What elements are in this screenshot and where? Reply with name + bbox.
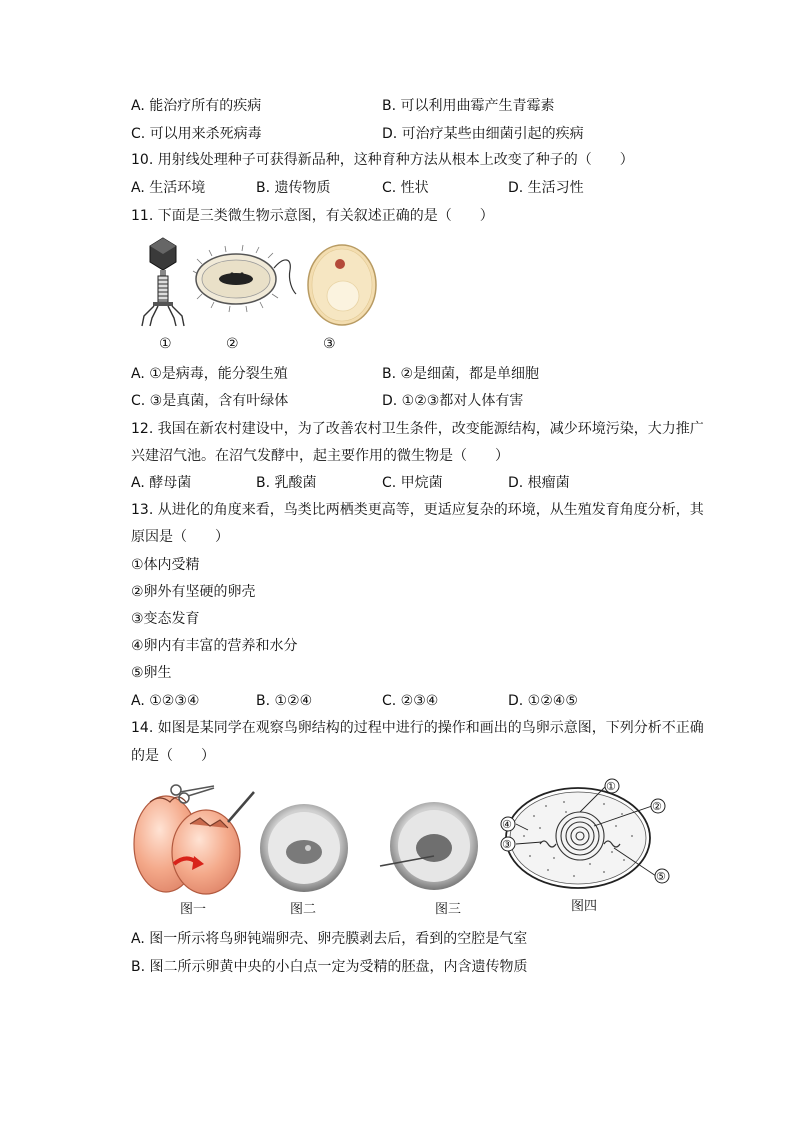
q10-option-b: B. 遗传物质 [256,180,331,196]
q13-item-3: ③变态发育 [131,611,200,627]
q14-option-a: A. 图一所示将鸟卵钝端卵壳、卵壳膜剥去后，看到的空腔是气室 [131,931,528,947]
q11-option-c: C. ③是真菌，含有叶绿体 [131,393,289,409]
bacterium-illustration [192,238,298,320]
q9-option-c: C. 可以用来杀死病毒 [131,126,262,142]
q9-option-d: D. 可治疗某些由细菌引起的疾病 [382,126,584,142]
q10-option-d: D. 生活习性 [508,180,584,196]
q13-item-1: ①体内受精 [131,557,200,573]
q10-option-c: C. 性状 [382,180,429,196]
q12-option-a: A. 酵母菌 [131,475,192,491]
q9-option-b: B. 可以利用曲霉产生青霉素 [382,98,555,114]
q12-stem-line2: 兴建沼气池。在沼气发酵中，起主要作用的微生物是（ ） [131,448,509,464]
egg-label-3: ③ [502,838,512,851]
q13-option-b: B. ①②④ [256,693,313,709]
q12-stem-line1: 12. 我国在新农村建设中，为了改善农村卫生条件，改变能源结构，减少环境污染，大力推广 [131,421,704,437]
virus-illustration [138,236,188,328]
q12-option-b: B. 乳酸菌 [256,475,317,491]
fig-caption-2: 图二 [290,902,317,917]
fig-label-bacterium: ② [226,336,239,352]
q11-stem: 11. 下面是三类微生物示意图，有关叙述正确的是（ ） [131,208,494,224]
q13-option-c: C. ②③④ [382,693,439,709]
q13-stem-line2: 原因是（ ） [131,529,229,545]
q14-stem-line2: 的是（ ） [131,748,215,764]
q14-stem-line1: 14. 如图是某同学在观察鸟卵结构的过程中进行的操作和画出的鸟卵示意图，下列分析不正确 [131,720,704,736]
q11-option-d: D. ①②③都对人体有害 [382,393,524,409]
q12-option-d: D. 根瘤菌 [508,475,570,491]
q13-stem-line1: 13. 从进化的角度来看，鸟类比两栖类更高等，更适应复杂的环境，从生殖发育角度分析，其 [131,502,704,518]
q11-option-b: B. ②是细菌，都是单细胞 [382,366,540,382]
egg-structure-diagram [494,776,674,896]
q13-option-a: A. ①②③④ [131,693,200,709]
q10-stem: 10. 用射线处理种子可获得新品种，这种育种方法从根本上改变了种子的（ ） [131,152,634,168]
yolk-probe-illustration [378,800,478,896]
egg-label-5: ⑤ [656,870,666,883]
fig-caption-4: 图四 [571,899,598,914]
yolk-top-view-illustration [258,802,350,894]
egg-label-2: ② [652,800,662,813]
q13-item-2: ②卵外有坚硬的卵壳 [131,584,256,600]
egg-label-4: ④ [502,818,512,831]
egg-label-1: ① [606,780,616,793]
q13-item-4: ④卵内有丰富的营养和水分 [131,638,298,654]
q14-option-b: B. 图二所示卵黄中央的小白点一定为受精的胚盘，内含遗传物质 [131,959,528,975]
q10-option-a: A. 生活环境 [131,180,206,196]
yeast-illustration [306,242,378,328]
q9-option-a: A. 能治疗所有的疾病 [131,98,262,114]
q13-item-5: ⑤卵生 [131,665,172,681]
q11-option-a: A. ①是病毒，能分裂生殖 [131,366,288,382]
fig-caption-1: 图一 [180,902,207,917]
q13-option-d: D. ①②④⑤ [508,693,578,709]
fig-caption-3: 图三 [435,902,462,917]
fig-label-yeast: ③ [323,336,336,352]
fig-label-virus: ① [159,336,172,352]
egg-cracking-illustration [130,778,260,898]
q12-option-c: C. 甲烷菌 [382,475,443,491]
